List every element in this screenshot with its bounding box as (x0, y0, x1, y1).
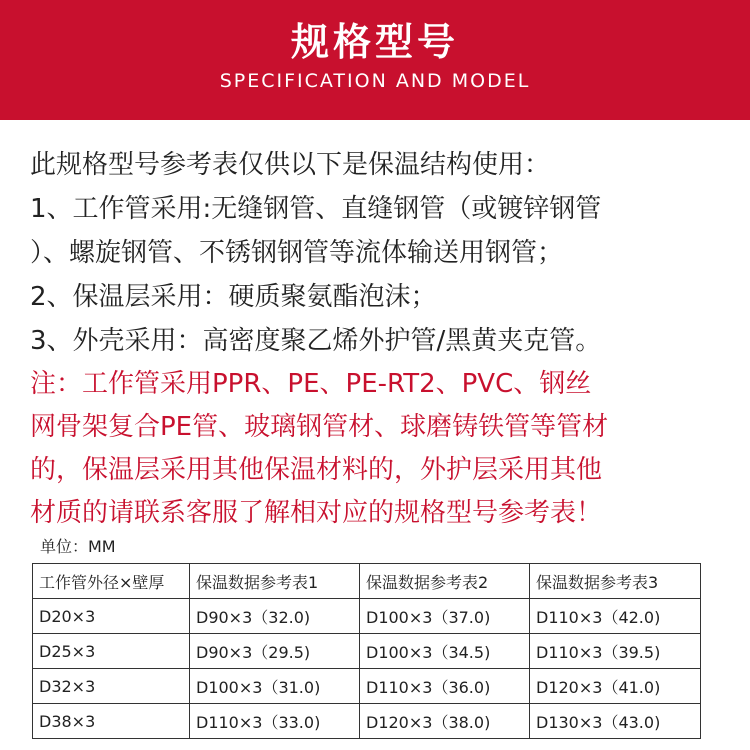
table-row (33, 669, 701, 704)
table-cell: D110×3（33.0) (190, 704, 360, 739)
table-cell: D110×3（39.5) (530, 634, 701, 669)
table-cell: D100×3（34.5) (360, 634, 530, 669)
table-row (33, 599, 701, 634)
intro-line: 2、保温层采用：硬质聚氨酯泡沫； (30, 282, 437, 312)
table-row (33, 634, 701, 669)
intro-line: 此规格型号参考表仅供以下是保温结构使用： (30, 150, 551, 180)
table-cell: D32×3 (33, 669, 190, 704)
table-header-cell: 保温数据参考表1 (190, 564, 360, 599)
table-header-cell: 工作管外径×壁厚 (33, 564, 190, 599)
unit-label: 单位：MM (40, 537, 116, 556)
table-cell: D120×3（41.0) (530, 669, 701, 704)
table-cell: D25×3 (33, 634, 190, 669)
table-cell: D130×3（43.0) (530, 704, 701, 739)
table-cell: D110×3（42.0) (530, 599, 701, 634)
table-cell: D120×3（38.0) (360, 704, 530, 739)
note-line: 注：工作管采用PPR、PE、PE-RT2、PVC、钢丝 (30, 369, 592, 399)
table-cell: D90×3（32.0) (190, 599, 360, 634)
intro-line: 1、工作管采用:无缝钢管、直缝钢管（或镀锌钢管 (30, 194, 602, 224)
note-line: 材质的请联系客服了解相对应的规格型号参考表！ (30, 498, 603, 528)
table-header-cell: 保温数据参考表2 (360, 564, 530, 599)
intro-line: ）、螺旋钢管、不锈钢钢管等流体输送用钢管； (30, 238, 564, 268)
note-line: 的，保温层采用其他保温材料的，外护层采用其他 (30, 455, 603, 485)
table-cell: D100×3（31.0) (190, 669, 360, 704)
table-cell: D100×3（37.0) (360, 599, 530, 634)
table-cell: D90×3（29.5) (190, 634, 360, 669)
page-title: 规格型号 (290, 20, 459, 64)
table-cell: D38×3 (33, 704, 190, 739)
intro-text (30, 143, 730, 363)
table-row (33, 704, 701, 739)
note-text (30, 363, 730, 535)
table-cell: D110×3（36.0) (360, 669, 530, 704)
table-header-cell: 保温数据参考表3 (530, 564, 701, 599)
intro-line: 3、外壳采用：高密度聚乙烯外护管/黑黄夹克管。 (30, 326, 602, 356)
header-banner (0, 0, 750, 120)
note-line: 网骨架复合PE管、玻璃钢管材、球磨铸铁管等管材 (30, 412, 609, 442)
page-subtitle: SPECIFICATION AND MODEL (219, 70, 531, 92)
spec-table (32, 563, 701, 739)
table-header-row (33, 564, 701, 599)
table-cell: D20×3 (33, 599, 190, 634)
